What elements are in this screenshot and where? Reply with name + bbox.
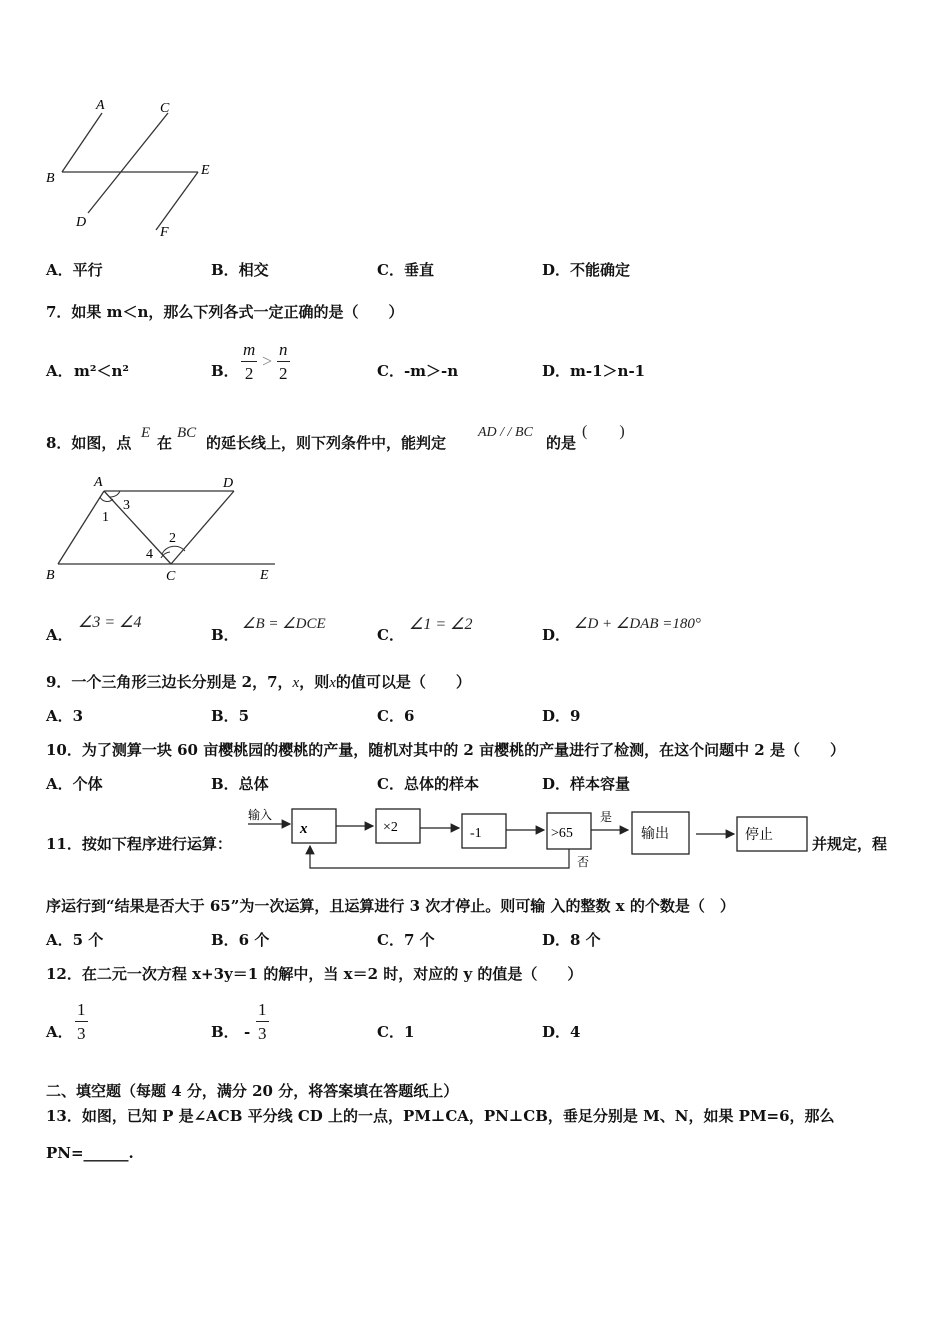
q8-label-e: E (260, 568, 269, 583)
q12-a-fraction: 1 3 (77, 1000, 86, 1043)
q6-option-c: C．垂直 (377, 261, 434, 279)
q7-stem: 7．如果 m＜n，那么下列各式一定正确的是（ ） (46, 303, 404, 321)
q6-option-a: A．平行 (46, 261, 103, 279)
flow-gt65: >65 (551, 826, 573, 841)
q9-option-b: B．5 (211, 707, 250, 725)
figure-q8 (40, 472, 285, 587)
q11-stem-2: 并规定，程 (812, 835, 888, 853)
q8-option-c-prefix: C． (377, 626, 404, 644)
q12-option-b-prefix: B． (211, 1023, 239, 1041)
q8-expr-ad-bc: AD / / BC (478, 425, 533, 440)
flow-minus1: -1 (470, 826, 482, 841)
q8-stem-2: 在 (157, 434, 173, 452)
q10-stem: 10．为了测算一块 60 亩樱桃园的樱桃的产量，随机对其中的 2 亩樱桃的产量进行了检测，在这个问题中 2 是（ ） (46, 741, 845, 759)
q8-option-d-expr: ∠D + ∠DAB =180° (574, 616, 701, 632)
q10-option-c: C．总体的样本 (377, 775, 479, 793)
q9-option-a: A．3 (46, 707, 84, 725)
q7-b-fraction-n: n 2 (279, 340, 288, 383)
q8-label-3: 3 (123, 498, 130, 513)
q8-label-2: 2 (169, 531, 176, 546)
flow-output: 输出 (641, 827, 669, 842)
q11-option-b: B．6 个 (211, 931, 270, 949)
q9-option-c: C．6 (377, 707, 415, 725)
q7-option-a-prefix: A． (46, 362, 73, 380)
q8-stem-1: 8．如图，点 (46, 434, 132, 452)
q8-label-b: B (46, 568, 55, 583)
q8-option-a-prefix: A． (46, 626, 73, 644)
label-b: B (46, 171, 55, 186)
q12-option-c: C．1 (377, 1023, 415, 1041)
q12-option-a-prefix: A． (46, 1023, 73, 1041)
q11-option-a: A．5 个 (46, 931, 104, 949)
label-e: E (201, 163, 210, 178)
q7-b-relation: > (262, 351, 273, 371)
flow-times2: ×2 (383, 820, 398, 835)
q8-label-a: A (94, 475, 103, 490)
q12-option-d: D．4 (542, 1023, 581, 1041)
q8-option-b-expr: ∠B = ∠DCE (242, 616, 326, 632)
q8-option-d-prefix: D． (542, 626, 571, 644)
q8-option-a-expr: ∠3 = ∠4 (78, 614, 142, 631)
label-f: F (160, 225, 169, 240)
label-d: D (76, 215, 87, 230)
figure-parallel-lines (40, 95, 240, 245)
flow-input-label: 输入 (248, 808, 273, 822)
q9-stem: 9．一个三角形三边长分别是 2，7，x，则x的值可以是（ ） (46, 673, 471, 691)
q12-b-fraction: 1 3 (258, 1000, 267, 1043)
flow-box-x (292, 809, 336, 843)
q11-stem-1: 11．按如下程序进行运算： (46, 835, 232, 853)
q8-label-4: 4 (146, 547, 153, 562)
q7-option-c: C．-m＞-n (377, 362, 459, 380)
label-a: A (96, 98, 105, 113)
q8-label-1: 1 (102, 510, 109, 525)
section2-title: 二、填空题（每题 4 分，满分 20 分，将答案填在答题纸上） (46, 1082, 459, 1100)
q6-option-d: D．不能确定 (542, 261, 631, 279)
q7-b-fraction-m: m 2 (243, 340, 256, 383)
label-c: C (160, 101, 170, 116)
q10-option-d: D．样本容量 (542, 775, 631, 793)
q8-var-e: E (141, 425, 151, 441)
q8-option-c-expr: ∠1 = ∠2 (409, 616, 473, 633)
q9-option-d: D．9 (542, 707, 581, 725)
q8-stem-4: 的是 (546, 434, 577, 452)
q13-answer-line: PN=______. (46, 1144, 134, 1162)
q7-option-d: D．m-1＞n-1 (542, 362, 646, 380)
flow-x: x (300, 821, 308, 837)
q8-paren: ( ) (582, 423, 625, 440)
q12-stem: 12．在二元一次方程 x+3y＝1 的解中，当 x＝2 时，对应的 y 的值是（ ） (46, 965, 583, 983)
q11-option-d: D．8 个 (542, 931, 601, 949)
q11-option-c: C．7 个 (377, 931, 435, 949)
q10-option-b: B．总体 (211, 775, 269, 793)
q11-stem-3: 序运行到“结果是否大于 65”为一次运算，且运算进行 3 次才停止。则可输 入的整数 x 的个数是（ ） (46, 897, 735, 915)
q7-option-b-prefix: B． (211, 362, 239, 380)
flow-no: 否 (577, 855, 590, 869)
q8-label-d: D (223, 476, 234, 491)
q11-flowchart (240, 800, 815, 875)
q10-option-a: A．个体 (46, 775, 103, 793)
q7-option-a: m²＜n² (74, 362, 129, 380)
flow-stop: 停止 (745, 828, 773, 843)
q8-var-bc: BC (177, 425, 197, 441)
q8-option-b-prefix: B． (211, 626, 239, 644)
q8-label-c: C (166, 569, 176, 584)
q8-stem-3: 的延长线上，则下列条件中，能判定 (206, 434, 447, 452)
q12-b-sign: - (244, 1023, 251, 1041)
flow-box-minus1 (462, 814, 506, 848)
q6-option-b: B．相交 (211, 261, 269, 279)
q13-stem: 13．如图，已知 P 是∠ACB 平分线 CD 上的一点，PM⊥CA，PN⊥CB，垂足分别是 M、N，如果 PM=6，那么 (46, 1107, 835, 1125)
flow-yes: 是 (600, 810, 613, 824)
